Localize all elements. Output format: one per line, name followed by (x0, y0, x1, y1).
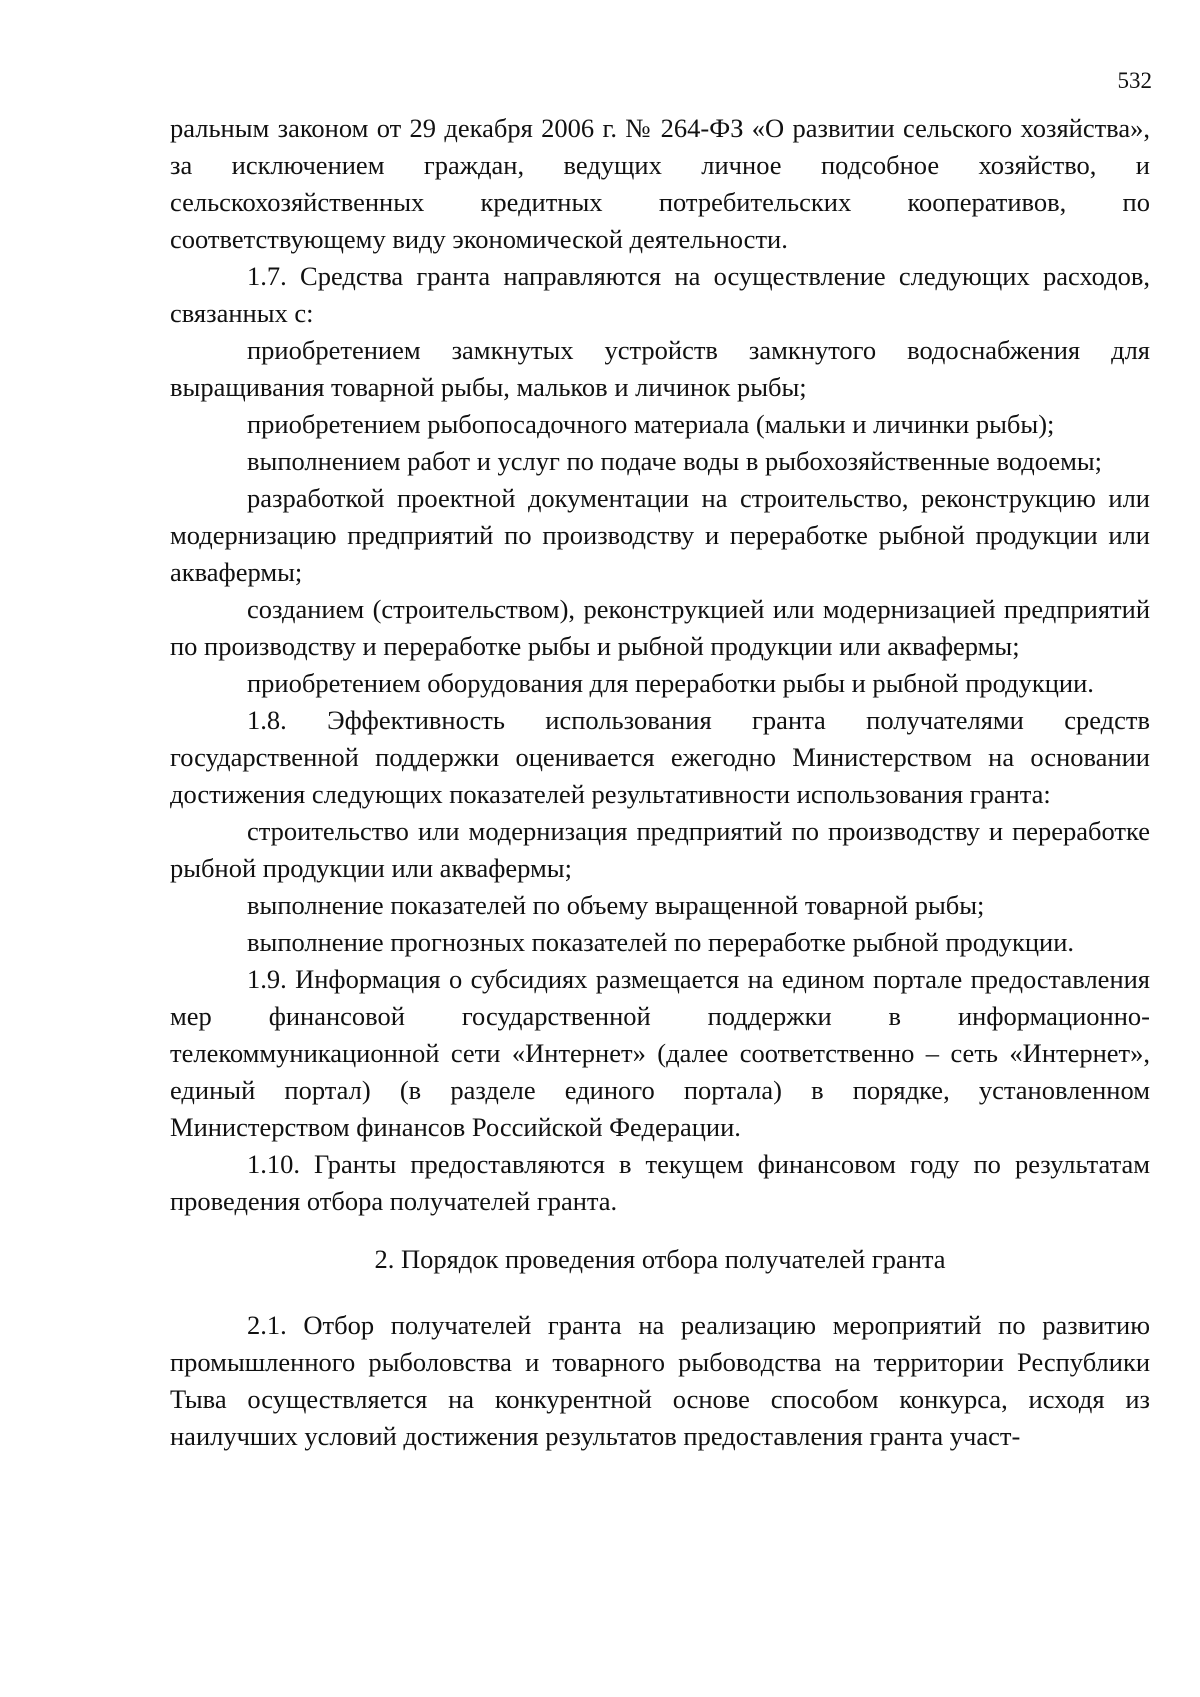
document-body (170, 110, 1150, 1455)
indicator-processing-forecast: выполнение прогнозных показателей по переработке рыбной продукции. (247, 927, 1075, 957)
indicator-fish-volume: выполнение показателей по объему выращенной товарной рыбы; (247, 890, 985, 920)
section-2-heading: 2. Порядок проведения отбора получателей гранта (374, 1244, 946, 1274)
list-item-project-documentation: разработкой проектной документации на строительство, реконструкцию или модернизацию предприятий по производству и переработке рыбной продукции или аквафермы; (170, 483, 1150, 587)
paragraph-1-6-continuation: ральным законом от 29 декабря 2006 г. № 264-ФЗ «О развитии сельского хозяйства», за исключением граждан, ведущих личное подсобное хозяйство, и сельскохозяйственных кредитных потребительских кооперативов, по соответствующему виду экономической деятельности. (170, 113, 1150, 254)
list-item-water-supply-works: выполнением работ и услуг по подаче воды в рыбохозяйственные водоемы; (247, 446, 1103, 476)
paragraph-1-10: 1.10. Гранты предоставляются в текущем финансовом году по результатам проведения отбора получателей гранта. (170, 1149, 1150, 1216)
page-number: 532 (1117, 68, 1152, 93)
paragraph-1-7: 1.7. Средства гранта направляются на осуществление следующих расходов, связанных с: (170, 261, 1150, 328)
list-item-fish-stock: приобретением рыбопосадочного материала (мальки и личинки рыбы); (247, 409, 1055, 439)
paragraph-1-8: 1.8. Эффективность использования гранта получателями средств государственной поддержки оценивается ежегодно Министерством на основании достижения следующих показателей результативности использования гранта: (170, 705, 1150, 809)
list-item-closed-water-systems: приобретением замкнутых устройств замкнутого водоснабжения для выращивания товарной рыбы, мальков и личинок рыбы; (170, 335, 1150, 402)
list-item-processing-equipment: приобретением оборудования для переработки рыбы и рыбной продукции. (247, 668, 1094, 698)
list-item-construction: созданием (строительством), реконструкцией или модернизацией предприятий по производству и переработке рыбы и рыбной продукции или аквафермы; (170, 594, 1150, 661)
paragraph-1-9: 1.9. Информация о субсидиях размещается на едином портале предоставления мер финансовой государственной поддержки в информационно-телекоммуникационной сети «Интернет» (далее соответственно – сеть «Интернет», единый портал) (в разделе единого портала) в порядке, установленном Министерством финансов Российской Федерации. (170, 964, 1150, 1142)
indicator-construction: строительство или модернизация предприятий по производству и переработке рыбной продукции или аквафермы; (170, 816, 1150, 883)
paragraph-2-1: 2.1. Отбор получателей гранта на реализацию мероприятий по развитию промышленного рыболовства и товарного рыбоводства на территории Республики Тыва осуществляется на конкурентной основе способом конкурса, исходя из наилучших условий достижения результатов предоставления гранта участ- (170, 1310, 1150, 1451)
